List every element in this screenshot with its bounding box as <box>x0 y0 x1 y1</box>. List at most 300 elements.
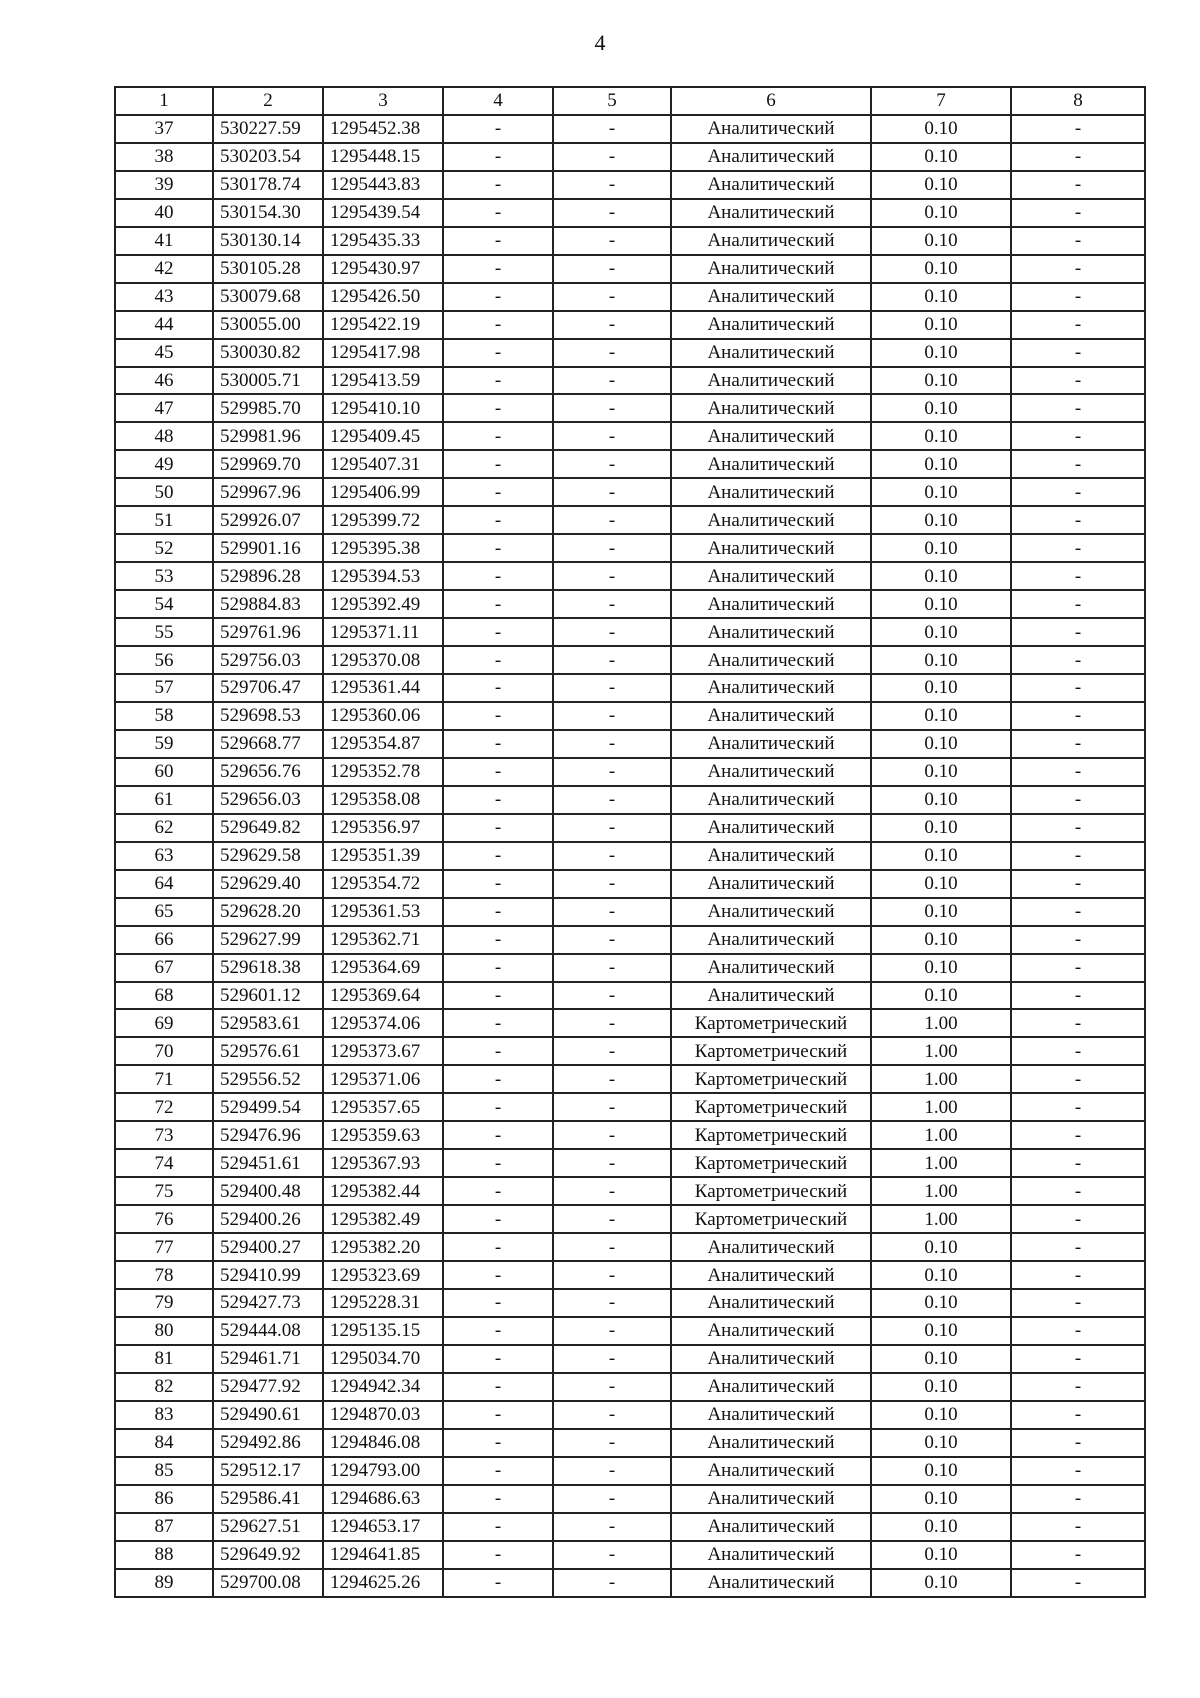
x-coordinate-cell: 529400.48 <box>213 1177 323 1205</box>
point-number-cell: 42 <box>115 255 213 283</box>
accuracy-cell: 1.00 <box>871 1177 1011 1205</box>
accuracy-cell: 0.10 <box>871 702 1011 730</box>
col8-cell: - <box>1011 1457 1145 1485</box>
y-coordinate-cell: 1295357.65 <box>323 1093 443 1121</box>
accuracy-cell: 0.10 <box>871 1261 1011 1289</box>
col8-cell: - <box>1011 1569 1145 1597</box>
col5-cell: - <box>553 1541 671 1569</box>
accuracy-cell: 0.10 <box>871 227 1011 255</box>
col8-cell: - <box>1011 562 1145 590</box>
y-coordinate-cell: 1295034.70 <box>323 1345 443 1373</box>
header-cell: 8 <box>1011 87 1145 115</box>
col8-cell: - <box>1011 1345 1145 1373</box>
accuracy-cell: 0.10 <box>871 478 1011 506</box>
point-number-cell: 57 <box>115 674 213 702</box>
col4-cell: - <box>443 562 553 590</box>
col4-cell: - <box>443 311 553 339</box>
accuracy-cell: 0.10 <box>871 926 1011 954</box>
x-coordinate-cell: 529477.92 <box>213 1373 323 1401</box>
method-cell: Аналитический <box>671 590 871 618</box>
y-coordinate-cell: 1295361.44 <box>323 674 443 702</box>
col4-cell: - <box>443 730 553 758</box>
col4-cell: - <box>443 1457 553 1485</box>
y-coordinate-cell: 1295448.15 <box>323 143 443 171</box>
method-cell: Аналитический <box>671 786 871 814</box>
col8-cell: - <box>1011 1289 1145 1317</box>
col5-cell: - <box>553 814 671 842</box>
table-row <box>115 255 1145 283</box>
header-cell: 4 <box>443 87 553 115</box>
x-coordinate-cell: 529583.61 <box>213 1009 323 1037</box>
col8-cell: - <box>1011 730 1145 758</box>
table-row <box>115 227 1145 255</box>
header-cell: 2 <box>213 87 323 115</box>
x-coordinate-cell: 529700.08 <box>213 1569 323 1597</box>
y-coordinate-cell: 1295382.20 <box>323 1233 443 1261</box>
col8-cell: - <box>1011 926 1145 954</box>
method-cell: Аналитический <box>671 311 871 339</box>
table-row <box>115 618 1145 646</box>
col4-cell: - <box>443 506 553 534</box>
method-cell: Аналитический <box>671 618 871 646</box>
accuracy-cell: 0.10 <box>871 674 1011 702</box>
table-row <box>115 954 1145 982</box>
col5-cell: - <box>553 422 671 450</box>
method-cell: Аналитический <box>671 982 871 1010</box>
col8-cell: - <box>1011 1037 1145 1065</box>
col8-cell: - <box>1011 283 1145 311</box>
accuracy-cell: 0.10 <box>871 367 1011 395</box>
accuracy-cell: 0.10 <box>871 1513 1011 1541</box>
col8-cell: - <box>1011 478 1145 506</box>
table-row <box>115 1569 1145 1597</box>
col8-cell: - <box>1011 618 1145 646</box>
y-coordinate-cell: 1295358.08 <box>323 786 443 814</box>
method-cell: Аналитический <box>671 926 871 954</box>
col5-cell: - <box>553 562 671 590</box>
col8-cell: - <box>1011 1261 1145 1289</box>
point-number-cell: 50 <box>115 478 213 506</box>
point-number-cell: 54 <box>115 590 213 618</box>
point-number-cell: 58 <box>115 702 213 730</box>
point-number-cell: 60 <box>115 758 213 786</box>
col8-cell: - <box>1011 646 1145 674</box>
col5-cell: - <box>553 339 671 367</box>
method-cell: Аналитический <box>671 1233 871 1261</box>
col8-cell: - <box>1011 534 1145 562</box>
col4-cell: - <box>443 143 553 171</box>
y-coordinate-cell: 1295361.53 <box>323 898 443 926</box>
y-coordinate-cell: 1295394.53 <box>323 562 443 590</box>
col4-cell: - <box>443 339 553 367</box>
method-cell: Картометрический <box>671 1205 871 1233</box>
method-cell: Аналитический <box>671 1457 871 1485</box>
col5-cell: - <box>553 646 671 674</box>
x-coordinate-cell: 529884.83 <box>213 590 323 618</box>
x-coordinate-cell: 529629.40 <box>213 870 323 898</box>
col8-cell: - <box>1011 143 1145 171</box>
method-cell: Аналитический <box>671 255 871 283</box>
point-number-cell: 76 <box>115 1205 213 1233</box>
point-number-cell: 73 <box>115 1121 213 1149</box>
col5-cell: - <box>553 534 671 562</box>
accuracy-cell: 0.10 <box>871 311 1011 339</box>
header-cell: 7 <box>871 87 1011 115</box>
table-row <box>115 870 1145 898</box>
accuracy-cell: 0.10 <box>871 870 1011 898</box>
col4-cell: - <box>443 367 553 395</box>
col8-cell: - <box>1011 590 1145 618</box>
col8-cell: - <box>1011 311 1145 339</box>
point-number-cell: 87 <box>115 1513 213 1541</box>
col5-cell: - <box>553 1233 671 1261</box>
col5-cell: - <box>553 954 671 982</box>
col5-cell: - <box>553 1009 671 1037</box>
method-cell: Аналитический <box>671 450 871 478</box>
x-coordinate-cell: 529400.27 <box>213 1233 323 1261</box>
accuracy-cell: 0.10 <box>871 1233 1011 1261</box>
point-number-cell: 53 <box>115 562 213 590</box>
col4-cell: - <box>443 786 553 814</box>
col5-cell: - <box>553 1261 671 1289</box>
col4-cell: - <box>443 1149 553 1177</box>
point-number-cell: 48 <box>115 422 213 450</box>
col5-cell: - <box>553 590 671 618</box>
col5-cell: - <box>553 1345 671 1373</box>
table-row <box>115 394 1145 422</box>
point-number-cell: 69 <box>115 1009 213 1037</box>
method-cell: Аналитический <box>671 1513 871 1541</box>
col5-cell: - <box>553 199 671 227</box>
col8-cell: - <box>1011 255 1145 283</box>
x-coordinate-cell: 529656.03 <box>213 786 323 814</box>
y-coordinate-cell: 1295228.31 <box>323 1289 443 1317</box>
x-coordinate-cell: 529556.52 <box>213 1065 323 1093</box>
method-cell: Аналитический <box>671 1429 871 1457</box>
col4-cell: - <box>443 1485 553 1513</box>
method-cell: Аналитический <box>671 1373 871 1401</box>
point-number-cell: 68 <box>115 982 213 1010</box>
y-coordinate-cell: 1295369.64 <box>323 982 443 1010</box>
col8-cell: - <box>1011 954 1145 982</box>
col5-cell: - <box>553 898 671 926</box>
y-coordinate-cell: 1295399.72 <box>323 506 443 534</box>
table-row <box>115 674 1145 702</box>
col4-cell: - <box>443 255 553 283</box>
y-coordinate-cell: 1294942.34 <box>323 1373 443 1401</box>
point-number-cell: 41 <box>115 227 213 255</box>
accuracy-cell: 0.10 <box>871 143 1011 171</box>
coordinates-table <box>114 86 1146 1598</box>
method-cell: Аналитический <box>671 1541 871 1569</box>
col4-cell: - <box>443 171 553 199</box>
x-coordinate-cell: 530030.82 <box>213 339 323 367</box>
method-cell: Аналитический <box>671 898 871 926</box>
col4-cell: - <box>443 394 553 422</box>
accuracy-cell: 0.10 <box>871 898 1011 926</box>
col4-cell: - <box>443 1065 553 1093</box>
accuracy-cell: 0.10 <box>871 842 1011 870</box>
x-coordinate-cell: 529586.41 <box>213 1485 323 1513</box>
point-number-cell: 45 <box>115 339 213 367</box>
col4-cell: - <box>443 1401 553 1429</box>
x-coordinate-cell: 529512.17 <box>213 1457 323 1485</box>
accuracy-cell: 0.10 <box>871 339 1011 367</box>
point-number-cell: 82 <box>115 1373 213 1401</box>
method-cell: Аналитический <box>671 730 871 758</box>
table-row <box>115 982 1145 1010</box>
accuracy-cell: 1.00 <box>871 1121 1011 1149</box>
col5-cell: - <box>553 702 671 730</box>
table-row <box>115 786 1145 814</box>
x-coordinate-cell: 529499.54 <box>213 1093 323 1121</box>
method-cell: Картометрический <box>671 1037 871 1065</box>
col5-cell: - <box>553 283 671 311</box>
accuracy-cell: 0.10 <box>871 954 1011 982</box>
y-coordinate-cell: 1295430.97 <box>323 255 443 283</box>
accuracy-cell: 0.10 <box>871 1401 1011 1429</box>
x-coordinate-cell: 529668.77 <box>213 730 323 758</box>
col8-cell: - <box>1011 1093 1145 1121</box>
x-coordinate-cell: 530130.14 <box>213 227 323 255</box>
point-number-cell: 66 <box>115 926 213 954</box>
table-row <box>115 1289 1145 1317</box>
point-number-cell: 84 <box>115 1429 213 1457</box>
method-cell: Аналитический <box>671 674 871 702</box>
y-coordinate-cell: 1295135.15 <box>323 1317 443 1345</box>
col4-cell: - <box>443 898 553 926</box>
accuracy-cell: 1.00 <box>871 1037 1011 1065</box>
accuracy-cell: 0.10 <box>871 730 1011 758</box>
method-cell: Аналитический <box>671 1569 871 1597</box>
method-cell: Аналитический <box>671 1401 871 1429</box>
y-coordinate-cell: 1295395.38 <box>323 534 443 562</box>
col4-cell: - <box>443 1233 553 1261</box>
x-coordinate-cell: 529461.71 <box>213 1345 323 1373</box>
col4-cell: - <box>443 1121 553 1149</box>
x-coordinate-cell: 530105.28 <box>213 255 323 283</box>
col5-cell: - <box>553 674 671 702</box>
table-row <box>115 199 1145 227</box>
col8-cell: - <box>1011 870 1145 898</box>
y-coordinate-cell: 1295367.93 <box>323 1149 443 1177</box>
col4-cell: - <box>443 870 553 898</box>
point-number-cell: 81 <box>115 1345 213 1373</box>
table-row <box>115 1429 1145 1457</box>
x-coordinate-cell: 529967.96 <box>213 478 323 506</box>
method-cell: Картометрический <box>671 1177 871 1205</box>
col8-cell: - <box>1011 1121 1145 1149</box>
accuracy-cell: 0.10 <box>871 1429 1011 1457</box>
col5-cell: - <box>553 1289 671 1317</box>
x-coordinate-cell: 529656.76 <box>213 758 323 786</box>
accuracy-cell: 0.10 <box>871 1317 1011 1345</box>
col5-cell: - <box>553 1065 671 1093</box>
y-coordinate-cell: 1294686.63 <box>323 1485 443 1513</box>
y-coordinate-cell: 1295452.38 <box>323 115 443 143</box>
x-coordinate-cell: 529476.96 <box>213 1121 323 1149</box>
point-number-cell: 38 <box>115 143 213 171</box>
method-cell: Картометрический <box>671 1065 871 1093</box>
point-number-cell: 46 <box>115 367 213 395</box>
y-coordinate-cell: 1295417.98 <box>323 339 443 367</box>
x-coordinate-cell: 530203.54 <box>213 143 323 171</box>
method-cell: Аналитический <box>671 367 871 395</box>
x-coordinate-cell: 529629.58 <box>213 842 323 870</box>
accuracy-cell: 0.10 <box>871 422 1011 450</box>
y-coordinate-cell: 1295409.45 <box>323 422 443 450</box>
accuracy-cell: 0.10 <box>871 199 1011 227</box>
method-cell: Аналитический <box>671 758 871 786</box>
y-coordinate-cell: 1295323.69 <box>323 1261 443 1289</box>
point-number-cell: 62 <box>115 814 213 842</box>
col8-cell: - <box>1011 842 1145 870</box>
point-number-cell: 39 <box>115 171 213 199</box>
y-coordinate-cell: 1295359.63 <box>323 1121 443 1149</box>
x-coordinate-cell: 529698.53 <box>213 702 323 730</box>
x-coordinate-cell: 529451.61 <box>213 1149 323 1177</box>
table-row <box>115 1261 1145 1289</box>
point-number-cell: 51 <box>115 506 213 534</box>
table-row <box>115 1177 1145 1205</box>
accuracy-cell: 0.10 <box>871 1541 1011 1569</box>
point-number-cell: 43 <box>115 283 213 311</box>
col4-cell: - <box>443 1037 553 1065</box>
col4-cell: - <box>443 982 553 1010</box>
col4-cell: - <box>443 618 553 646</box>
table-row <box>115 1009 1145 1037</box>
table-row <box>115 1485 1145 1513</box>
accuracy-cell: 0.10 <box>871 982 1011 1010</box>
y-coordinate-cell: 1295435.33 <box>323 227 443 255</box>
accuracy-cell: 0.10 <box>871 115 1011 143</box>
point-number-cell: 67 <box>115 954 213 982</box>
accuracy-cell: 0.10 <box>871 590 1011 618</box>
point-number-cell: 80 <box>115 1317 213 1345</box>
y-coordinate-cell: 1295382.49 <box>323 1205 443 1233</box>
col5-cell: - <box>553 1317 671 1345</box>
col8-cell: - <box>1011 1065 1145 1093</box>
x-coordinate-cell: 529981.96 <box>213 422 323 450</box>
y-coordinate-cell: 1295413.59 <box>323 367 443 395</box>
table-row <box>115 1149 1145 1177</box>
x-coordinate-cell: 530227.59 <box>213 115 323 143</box>
method-cell: Аналитический <box>671 422 871 450</box>
y-coordinate-cell: 1295354.72 <box>323 870 443 898</box>
col4-cell: - <box>443 590 553 618</box>
point-number-cell: 77 <box>115 1233 213 1261</box>
y-coordinate-cell: 1295443.83 <box>323 171 443 199</box>
col4-cell: - <box>443 1429 553 1457</box>
col4-cell: - <box>443 702 553 730</box>
col5-cell: - <box>553 1373 671 1401</box>
method-cell: Аналитический <box>671 1289 871 1317</box>
point-number-cell: 89 <box>115 1569 213 1597</box>
accuracy-cell: 0.10 <box>871 450 1011 478</box>
y-coordinate-cell: 1295351.39 <box>323 842 443 870</box>
y-coordinate-cell: 1294846.08 <box>323 1429 443 1457</box>
y-coordinate-cell: 1294641.85 <box>323 1541 443 1569</box>
method-cell: Аналитический <box>671 646 871 674</box>
table-row <box>115 339 1145 367</box>
col4-cell: - <box>443 646 553 674</box>
accuracy-cell: 0.10 <box>871 394 1011 422</box>
col4-cell: - <box>443 450 553 478</box>
header-cell: 1 <box>115 87 213 115</box>
header-row <box>115 87 1145 115</box>
col5-cell: - <box>553 143 671 171</box>
page-number: 4 <box>594 30 606 55</box>
x-coordinate-cell: 529896.28 <box>213 562 323 590</box>
point-number-cell: 70 <box>115 1037 213 1065</box>
col5-cell: - <box>553 758 671 786</box>
accuracy-cell: 0.10 <box>871 1569 1011 1597</box>
table-row <box>115 758 1145 786</box>
method-cell: Аналитический <box>671 115 871 143</box>
x-coordinate-cell: 529627.51 <box>213 1513 323 1541</box>
col5-cell: - <box>553 1205 671 1233</box>
x-coordinate-cell: 530055.00 <box>213 311 323 339</box>
col5-cell: - <box>553 618 671 646</box>
header-cell: 5 <box>553 87 671 115</box>
col4-cell: - <box>443 1541 553 1569</box>
col4-cell: - <box>443 814 553 842</box>
point-number-cell: 75 <box>115 1177 213 1205</box>
y-coordinate-cell: 1294870.03 <box>323 1401 443 1429</box>
col5-cell: - <box>553 730 671 758</box>
col5-cell: - <box>553 1093 671 1121</box>
col5-cell: - <box>553 1457 671 1485</box>
col8-cell: - <box>1011 1513 1145 1541</box>
col8-cell: - <box>1011 1317 1145 1345</box>
col5-cell: - <box>553 367 671 395</box>
col5-cell: - <box>553 227 671 255</box>
x-coordinate-cell: 529706.47 <box>213 674 323 702</box>
point-number-cell: 78 <box>115 1261 213 1289</box>
point-number-cell: 74 <box>115 1149 213 1177</box>
col4-cell: - <box>443 1177 553 1205</box>
table-row <box>115 422 1145 450</box>
table-row <box>115 646 1145 674</box>
y-coordinate-cell: 1295373.67 <box>323 1037 443 1065</box>
x-coordinate-cell: 530005.71 <box>213 367 323 395</box>
col8-cell: - <box>1011 367 1145 395</box>
y-coordinate-cell: 1295371.11 <box>323 618 443 646</box>
col8-cell: - <box>1011 339 1145 367</box>
accuracy-cell: 1.00 <box>871 1149 1011 1177</box>
y-coordinate-cell: 1295370.08 <box>323 646 443 674</box>
y-coordinate-cell: 1295356.97 <box>323 814 443 842</box>
x-coordinate-cell: 529492.86 <box>213 1429 323 1457</box>
col5-cell: - <box>553 1569 671 1597</box>
table-row <box>115 730 1145 758</box>
method-cell: Аналитический <box>671 702 871 730</box>
table-row <box>115 1373 1145 1401</box>
col8-cell: - <box>1011 1401 1145 1429</box>
accuracy-cell: 0.10 <box>871 786 1011 814</box>
x-coordinate-cell: 529410.99 <box>213 1261 323 1289</box>
col5-cell: - <box>553 842 671 870</box>
col8-cell: - <box>1011 394 1145 422</box>
table-row <box>115 311 1145 339</box>
table-row <box>115 926 1145 954</box>
method-cell: Аналитический <box>671 954 871 982</box>
y-coordinate-cell: 1295362.71 <box>323 926 443 954</box>
col8-cell: - <box>1011 1233 1145 1261</box>
method-cell: Картометрический <box>671 1093 871 1121</box>
x-coordinate-cell: 529901.16 <box>213 534 323 562</box>
x-coordinate-cell: 529576.61 <box>213 1037 323 1065</box>
